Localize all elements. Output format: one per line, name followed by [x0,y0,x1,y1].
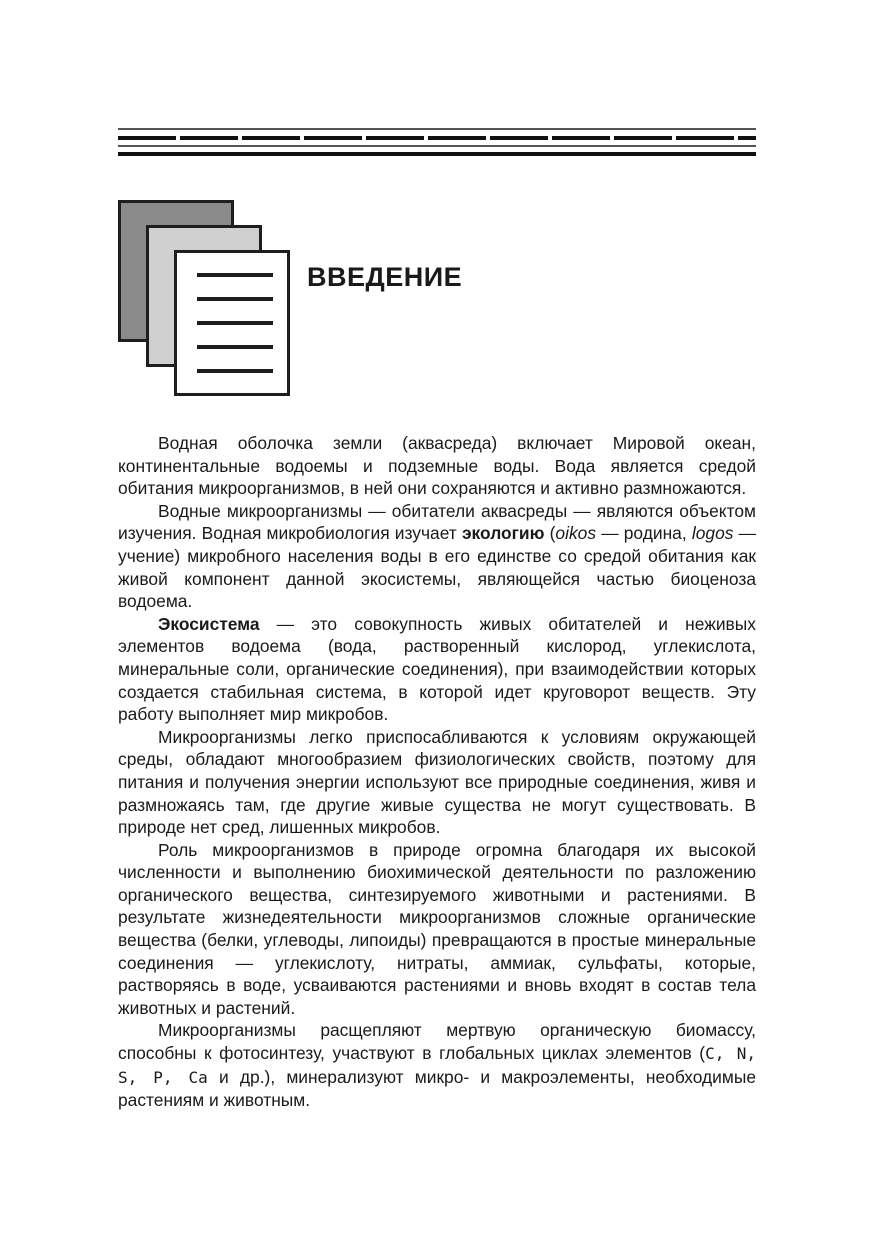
paragraph: Микроорганизмы легко приспосабливаются к условиям окружающей среды, обладают многообразием физиологических свойств, поэтому для питания и получения энергии используют все природные соединения, живя и размножаясь там, где другие живые существа не могут существовать. В природе нет сред, лишенных микробов. [118,726,756,838]
element-symbols: C, N, S, P, Ca [118,1044,756,1087]
text-run: и др.), минерализуют микро- и макроэлементы, необходимые растениям и животным. [118,1066,757,1111]
text-line-icon [197,273,273,277]
document-stack-icon [118,200,290,396]
paragraph: Водная оболочка земли (аквасреда) включает Мировой океан, континентальные водоемы и подземные воды. Вода является средой обитания микроорганизмов, в ней они сохраняются и активно размножаются. [118,433,756,499]
text-line-icon [197,321,273,325]
text-run: — учение) микробного населения воды в его единстве со средой обитания как живой компонент данной экосистемы, являющейся частью биоценоза водоема. [118,523,756,612]
text-run: Водные микроорганизмы — обитатели аквасреды — являются объектом изучения. Водная микробиология изучает [118,500,756,544]
front-page-icon [174,250,290,396]
header-rule-thick [118,152,756,156]
text-line-icon [197,345,273,349]
header-rule-dashed [118,136,756,140]
body-text [118,432,756,1112]
text-line-icon [197,369,273,373]
paragraph: Роль микроорганизмов в природе огромна благодаря их высокой численности и выполнению биохимической деятельности по разложению органического вещества, синтезируемого животными и растениями. В результате жизнедеятельности микроорганизмов сложные органические вещества (белки, углеводы, липоиды) превращаются в простые минеральные соединения — углекислоту, нитраты, аммиак, сульфаты, которые, растворяясь в воде, усваиваются растениями и вновь входят в состав тела животных и растений. [118,839,756,1018]
header-rule-thin-top [118,128,756,130]
text-line-icon [197,297,273,301]
paragraph [118,500,756,613]
text-run: — это совокупность живых обитателей и неживых элементов водоема (вода, растворенный кислород, углекислота, минеральные соли, органические соединения), при взаимодействии которых создается стабильная система, в которой идет круговорот веществ. Эту работу выполняет мир микробов. [118,613,756,725]
text-run: ( [544,523,556,544]
term-ecosystem: Экосистема [158,613,260,634]
paragraph [118,1019,756,1111]
term-ecology: экологию [461,523,545,544]
text-run: — родина, [596,523,692,544]
text-run: Микроорганизмы расщепляют мертвую органическую биомассу, способны к фотосинтезу, участвуют в глобальных циклах элементов ( [118,1020,756,1064]
term-logos: logos [691,523,734,544]
paragraph [118,613,756,726]
chapter-heading: ВВЕДЕНИЕ [307,262,463,292]
header-rule-thin-bottom [118,145,756,147]
term-oikos: oikos [555,523,597,544]
